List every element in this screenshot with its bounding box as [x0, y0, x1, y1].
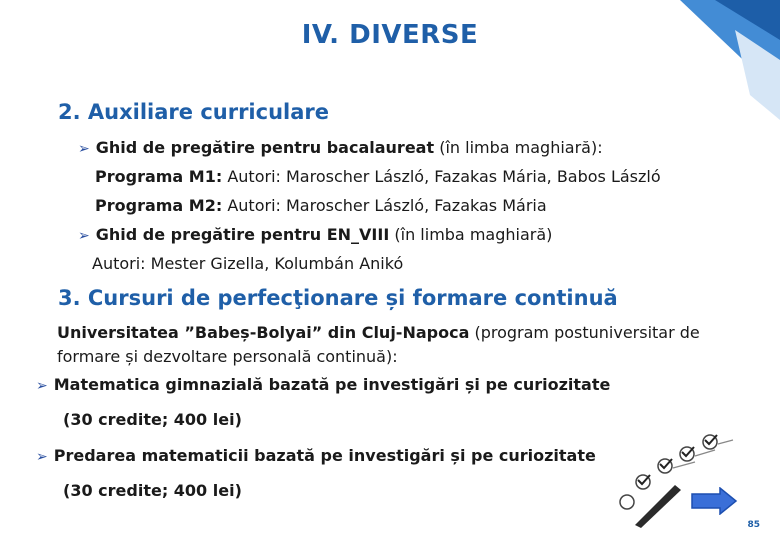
authors-line: Autori: Mester Gizella, Kolumbán Anikó [92, 254, 404, 273]
arrow-bullet-icon: ➢ [78, 141, 90, 157]
program-m1-line: Programa M1: Autori: Maroscher László, Fazakas Mária, Babos László [95, 167, 661, 186]
program-m2-line: Programa M2: Autori: Maroscher László, Fazakas Mária [95, 196, 547, 215]
course-1-credits: (30 credite; 400 lei) [63, 410, 242, 429]
section-heading-2: 2. Auxiliare curriculare [58, 100, 330, 124]
next-arrow-icon[interactable] [690, 487, 738, 515]
course-1: ➢ Matematica gimnazială bazată pe investigări și pe curiozitate [36, 375, 611, 394]
course-2-credits: (30 credite; 400 lei) [63, 481, 242, 500]
page-title: IV. DIVERSE [301, 20, 479, 50]
course-2: ➢ Predarea matematicii bazată pe investigări și pe curiozitate [36, 446, 596, 465]
section-heading-3: 3. Cursuri de perfecţionare și formare continuă [58, 286, 618, 310]
bullet-line-bac: ➢ Ghid de pregătire pentru bacalaureat (în limba maghiară): [78, 138, 603, 157]
university-line: Universitatea ”Babeș-Bolyai” din Cluj-Napoca (program postuniversitar de [57, 323, 700, 342]
bullet-line-en: ➢ Ghid de pregătire pentru EN_VIII (în limba maghiară) [78, 225, 553, 244]
arrow-bullet-icon: ➢ [78, 228, 90, 244]
page-number: 85 [747, 520, 760, 530]
arrow-bullet-icon: ➢ [36, 449, 48, 465]
university-line-2: formare și dezvoltare personală continuă): [57, 347, 398, 366]
checklist-illustration [615, 430, 735, 530]
arrow-bullet-icon: ➢ [36, 378, 48, 394]
